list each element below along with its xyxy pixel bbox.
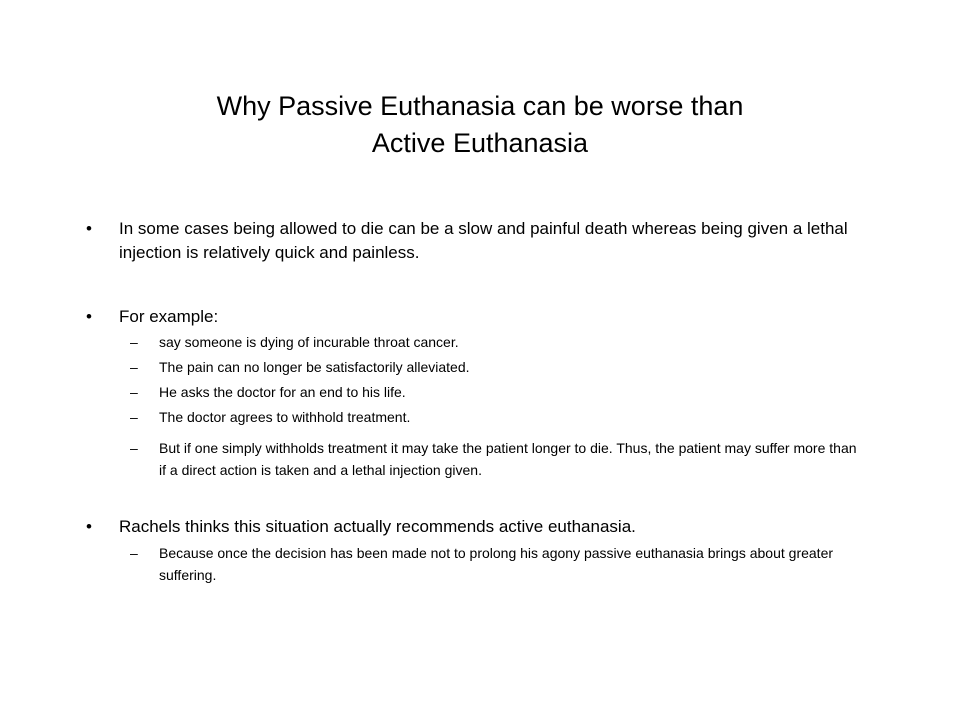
bullet-text: Rachels thinks this situation actually recommends active euthanasia. [119,517,636,536]
dash-marker: – [130,440,138,456]
bullet-marker: • [86,517,92,536]
bullet-marker: • [86,307,92,326]
slide-title [120,88,840,162]
bullet-text: For example: [119,307,219,326]
sub-item-text: But if one simply withholds treatment it may take the patient longer to die. Thus, the patient may suffer more than if a direct action is taken and a lethal injection given. [159,440,857,478]
dash-marker: – [130,334,138,350]
dash-marker: – [130,545,138,561]
bullet-marker: • [86,219,92,238]
dash-marker: – [130,359,138,375]
sub-item-text: He asks the doctor for an end to his life. [159,384,406,400]
bullet-text: In some cases being allowed to die can be a slow and painful death whereas being given a lethal injection is relatively quick and painless. [119,219,848,262]
dash-marker: – [130,409,138,425]
slide-title-line-1: Why Passive Euthanasia can be worse than [216,91,744,121]
sub-item-text: Because once the decision has been made not to prolong his agony passive euthanasia brings about greater suffering. [159,545,834,583]
dash-marker: – [130,384,138,400]
sub-item-text: say someone is dying of incurable throat cancer. [159,334,459,350]
sub-item-text: The pain can no longer be satisfactorily alleviated. [159,359,470,375]
sub-item-text: The doctor agrees to withhold treatment. [159,409,411,425]
slide-title-line-2: Active Euthanasia [371,128,589,158]
